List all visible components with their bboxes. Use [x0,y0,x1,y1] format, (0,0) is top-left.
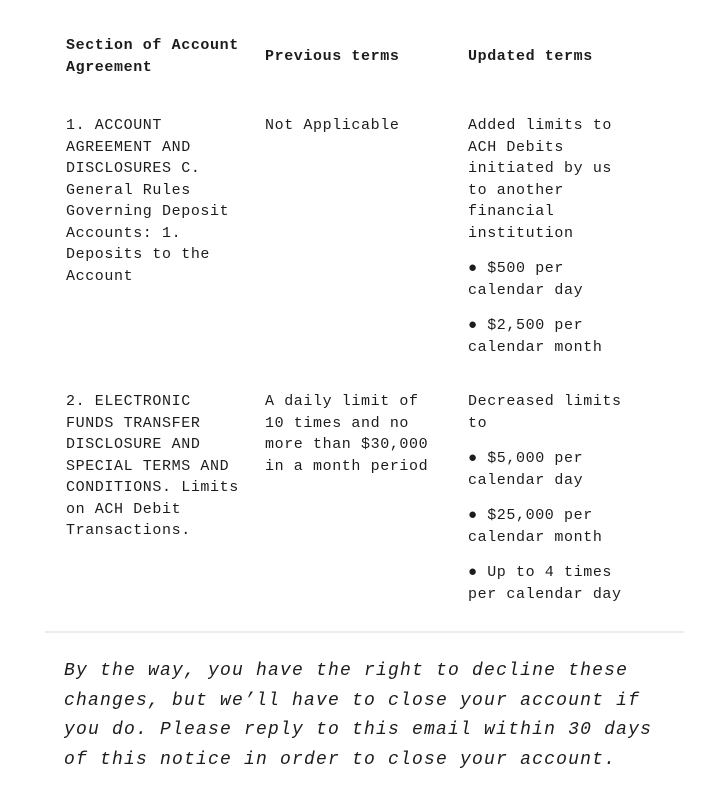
bullet-item [468,258,636,301]
column-header-section: Section of Account Agreement [66,37,239,76]
table-header-row [66,35,726,78]
updated-terms-cell [468,115,660,358]
bullet-text: $500 per calendar day [468,260,584,299]
bullet-icon: ● [468,450,478,467]
bullet-text: $25,000 per calendar month [468,507,603,546]
bullet-icon: ● [468,317,478,334]
bullet-text: $5,000 per calendar day [468,450,584,489]
bullet-item [468,505,636,548]
terms-change-table [0,35,726,605]
bullet-icon: ● [468,507,478,524]
previous-terms-cell: A daily limit of 10 times and no more than $30,000 in a month period [265,393,429,475]
table-row-eft-disclosure [66,391,726,605]
table-row-account-agreement [66,115,726,358]
bullet-text: Up to 4 times per calendar day [468,564,622,603]
bullet-icon: ● [468,564,478,581]
section-cell: 2. ELECTRONIC FUNDS TRANSFER DISCLOSURE AND SPECIAL TERMS AND CONDITIONS. Limits on ACH Debit Transactions. [66,393,239,539]
bullet-item [468,315,636,358]
previous-terms-cell: Not Applicable [265,117,400,134]
section-cell: 1. ACCOUNT AGREEMENT AND DISCLOSURES C. General Rules Governing Deposit Accounts: 1. Deposits to the Account [66,117,230,285]
bullet-item [468,562,636,605]
updated-terms-intro: Added limits to ACH Debits initiated by us to another financial institution [468,117,613,242]
bullet-item [468,448,636,491]
bullet-text: $2,500 per calendar month [468,317,603,356]
column-header-updated-terms: Updated terms [468,47,593,65]
closing-note: By the way, you have the right to decline these changes, but we’ll have to close your account if you do. Please reply to this email within 30 days of this notice in order to close your account. [64,661,653,770]
divider [45,631,684,633]
updated-terms-intro: Decreased limits to [468,393,622,432]
column-header-previous-terms: Previous terms [265,47,400,65]
bullet-icon: ● [468,260,478,277]
updated-terms-cell [468,391,660,605]
